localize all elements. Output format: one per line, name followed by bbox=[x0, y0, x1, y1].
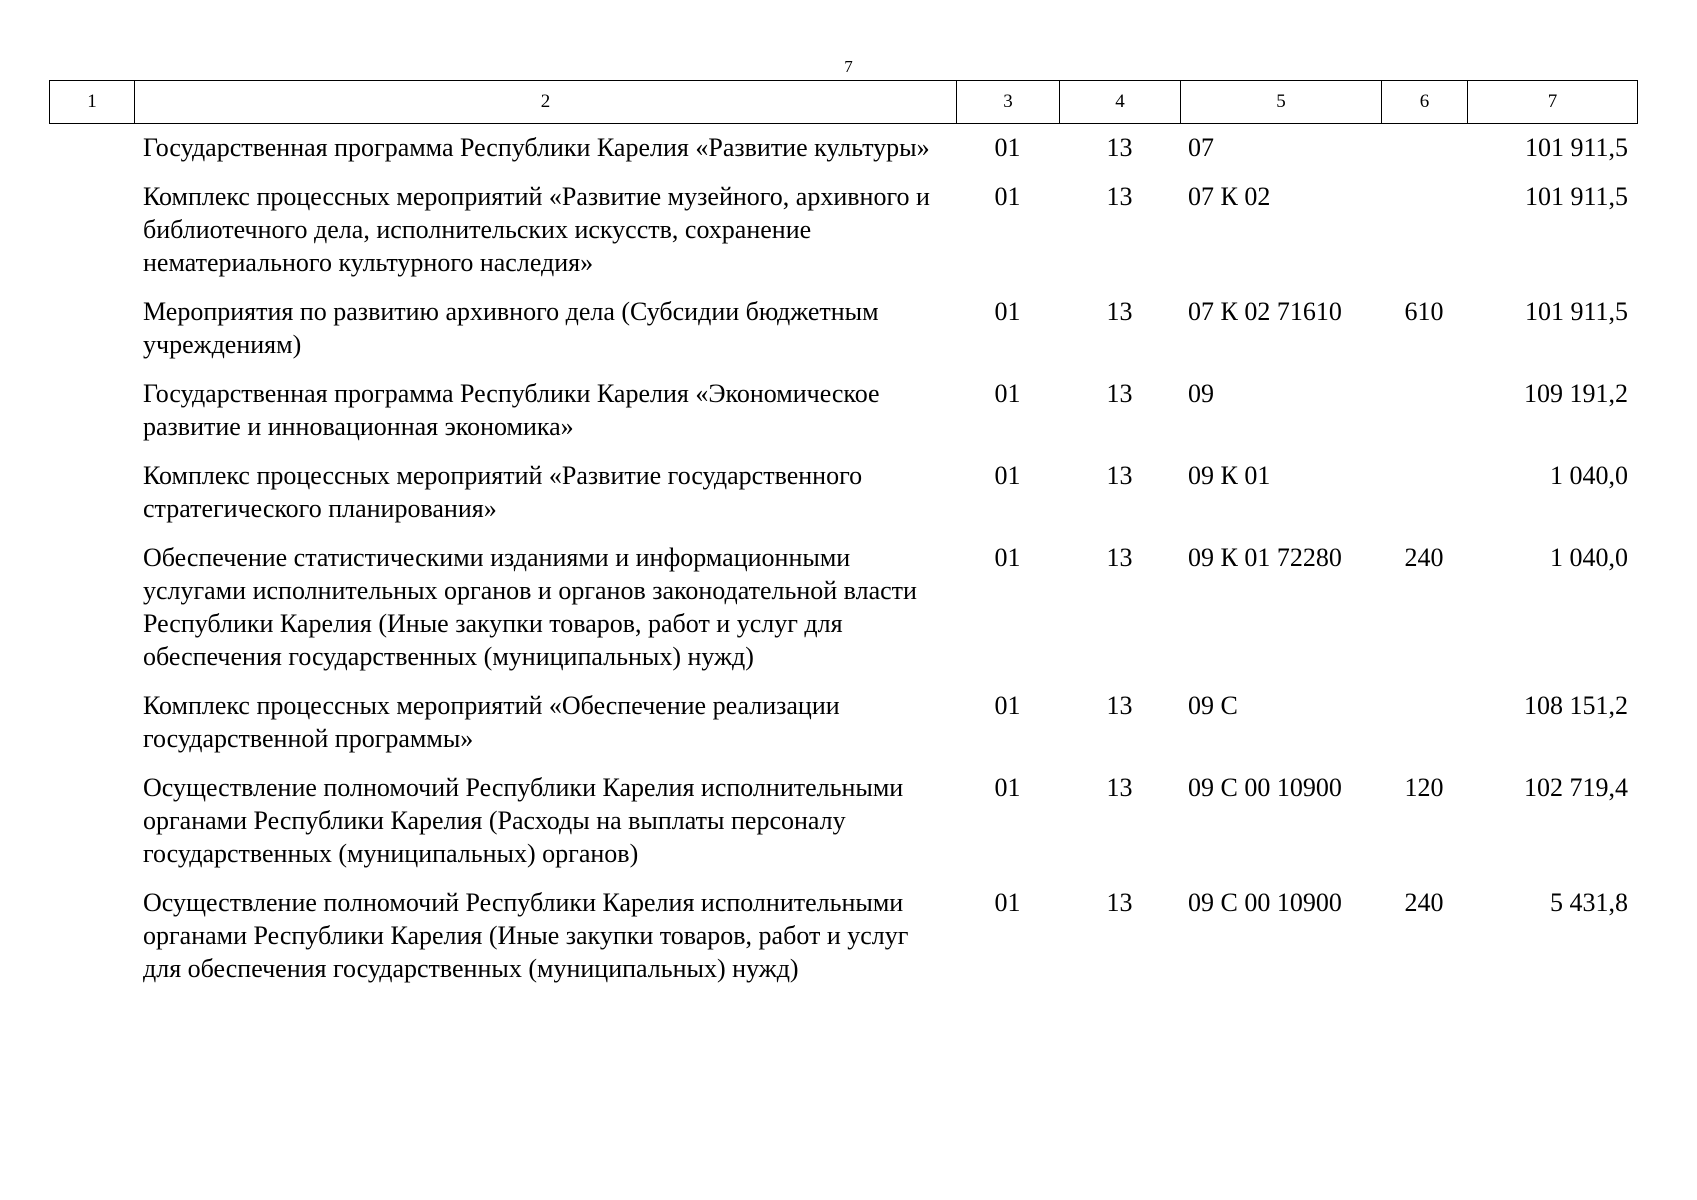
table-row bbox=[49, 459, 1637, 541]
subsection-code: 13 bbox=[1106, 773, 1133, 802]
budget-table bbox=[49, 131, 1637, 1001]
expense-type-code bbox=[1381, 459, 1467, 541]
expense-name: Комплекс процессных мероприятий «Развитие государственного стратегического планирования» bbox=[143, 461, 863, 523]
target-article-code: 09 С bbox=[1188, 691, 1238, 720]
header-col-1: 1 bbox=[50, 81, 135, 124]
page-number: 7 bbox=[844, 57, 853, 76]
expense-name: Обеспечение статистическими изданиями и информационными услугами исполнительных органов и органов законодательной власти Республики Карелия (Иные закупки товаров, работ и услуг для обеспечения государственных (муниципальных) нужд) bbox=[143, 543, 917, 671]
expense-type-code bbox=[1381, 377, 1467, 459]
expense-type-code bbox=[1381, 131, 1467, 180]
header-row bbox=[50, 81, 1638, 124]
table-row bbox=[49, 377, 1637, 459]
row-number-cell bbox=[49, 295, 134, 377]
subsection-code: 13 bbox=[1106, 297, 1133, 326]
expense-name: Осуществление полномочий Республики Карелия исполнительными органами Республики Карелия (Расходы на выплаты персоналу государственных (муниципальных) органов) bbox=[143, 773, 904, 868]
target-article-code: 07 К 02 71610 bbox=[1188, 297, 1342, 326]
section-code: 01 bbox=[994, 543, 1021, 572]
amount: 101 911,5 bbox=[1524, 133, 1628, 162]
table-row bbox=[49, 771, 1637, 886]
amount: 108 151,2 bbox=[1524, 691, 1628, 720]
amount: 101 911,5 bbox=[1524, 182, 1628, 211]
row-number-cell bbox=[49, 459, 134, 541]
header-col-5: 5 bbox=[1181, 81, 1382, 124]
subsection-code: 13 bbox=[1106, 543, 1133, 572]
expense-type-code bbox=[1381, 689, 1467, 771]
row-number-cell bbox=[49, 771, 134, 886]
target-article-code: 09 К 01 bbox=[1188, 461, 1271, 490]
table-row bbox=[49, 180, 1637, 295]
expense-type-code: 120 bbox=[1404, 773, 1444, 802]
amount: 102 719,4 bbox=[1524, 773, 1628, 802]
target-article-code: 09 С 00 10900 bbox=[1188, 773, 1342, 802]
column-number-header bbox=[49, 80, 1638, 124]
subsection-code: 13 bbox=[1106, 133, 1133, 162]
section-code: 01 bbox=[994, 888, 1021, 917]
section-code: 01 bbox=[994, 297, 1021, 326]
header-col-2: 2 bbox=[135, 81, 957, 124]
header-col-6: 6 bbox=[1382, 81, 1468, 124]
subsection-code: 13 bbox=[1106, 888, 1133, 917]
expense-name: Мероприятия по развитию архивного дела (Субсидии бюджетным учреждениям) bbox=[143, 297, 879, 359]
expense-name: Государственная программа Республики Карелия «Развитие культуры» bbox=[143, 133, 930, 162]
target-article-code: 07 К 02 bbox=[1188, 182, 1271, 211]
row-number-cell bbox=[49, 131, 134, 180]
section-code: 01 bbox=[994, 133, 1021, 162]
subsection-code: 13 bbox=[1106, 379, 1133, 408]
amount: 5 431,8 bbox=[1550, 888, 1628, 917]
expense-name: Осуществление полномочий Республики Карелия исполнительными органами Республики Карелия (Иные закупки товаров, работ и услуг для обеспечения государственных (муниципальных) нужд) bbox=[143, 888, 909, 983]
row-number-cell bbox=[49, 377, 134, 459]
amount: 101 911,5 bbox=[1524, 297, 1628, 326]
target-article-code: 09 С 00 10900 bbox=[1188, 888, 1342, 917]
expense-type-code bbox=[1381, 180, 1467, 295]
section-code: 01 bbox=[994, 379, 1021, 408]
target-article-code: 09 bbox=[1188, 379, 1214, 408]
row-number-cell bbox=[49, 886, 134, 1001]
subsection-code: 13 bbox=[1106, 182, 1133, 211]
section-code: 01 bbox=[994, 461, 1021, 490]
amount: 109 191,2 bbox=[1524, 379, 1628, 408]
table-row bbox=[49, 886, 1637, 1001]
section-code: 01 bbox=[994, 182, 1021, 211]
table-row bbox=[49, 131, 1637, 180]
expense-type-code: 240 bbox=[1404, 888, 1444, 917]
target-article-code: 07 bbox=[1188, 133, 1214, 162]
header-col-4: 4 bbox=[1060, 81, 1181, 124]
amount: 1 040,0 bbox=[1550, 461, 1628, 490]
subsection-code: 13 bbox=[1106, 461, 1133, 490]
row-number-cell bbox=[49, 689, 134, 771]
section-code: 01 bbox=[994, 691, 1021, 720]
expense-type-code: 610 bbox=[1404, 297, 1444, 326]
expense-name: Комплекс процессных мероприятий «Развитие музейного, архивного и библиотечного дела, исполнительских искусств, сохранение нематериального культурного наследия» bbox=[143, 182, 930, 277]
expense-type-code: 240 bbox=[1404, 543, 1444, 572]
table-row bbox=[49, 295, 1637, 377]
row-number-cell bbox=[49, 180, 134, 295]
section-code: 01 bbox=[994, 773, 1021, 802]
expense-name: Комплекс процессных мероприятий «Обеспечение реализации государственной программы» bbox=[143, 691, 840, 753]
target-article-code: 09 К 01 72280 bbox=[1188, 543, 1342, 572]
table-row bbox=[49, 689, 1637, 771]
header-col-3: 3 bbox=[957, 81, 1060, 124]
row-number-cell bbox=[49, 541, 134, 689]
expense-name: Государственная программа Республики Карелия «Экономическое развитие и инновационная экономика» bbox=[143, 379, 880, 441]
header-col-7: 7 bbox=[1468, 81, 1638, 124]
table-row bbox=[49, 541, 1637, 689]
amount: 1 040,0 bbox=[1550, 543, 1628, 572]
subsection-code: 13 bbox=[1106, 691, 1133, 720]
